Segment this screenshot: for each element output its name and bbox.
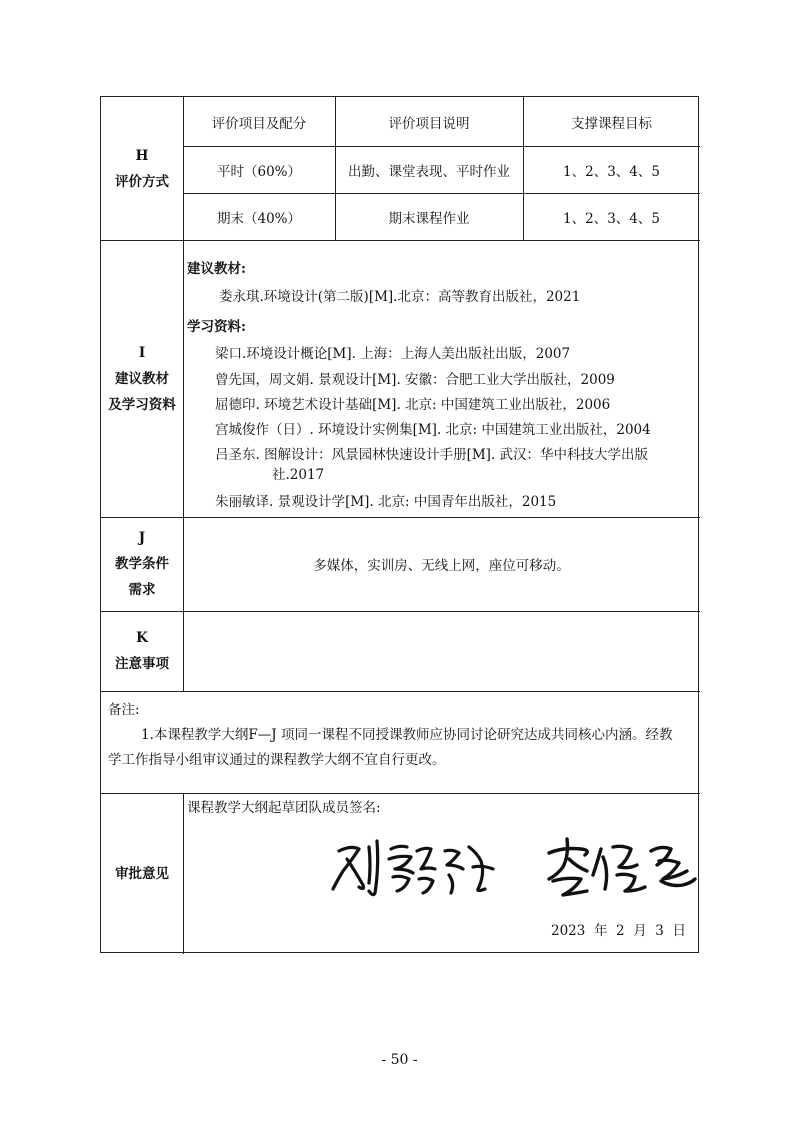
textbook-heading: 建议教材: bbox=[187, 261, 246, 277]
material-item: 朱丽敏译. 景观设计学[M]. 北京: 中国青年出版社，2015 bbox=[215, 494, 557, 510]
material-item-continued: 社.2017 bbox=[272, 467, 325, 483]
section-j-content: 多媒体，实训房、无线上网，座位可移动。 bbox=[313, 558, 570, 574]
row-2-desc: 期末课程作业 bbox=[388, 210, 470, 227]
sign-label: 课程教学大纲起草团队成员签名: bbox=[187, 800, 381, 816]
material-item: 吕圣东. 图解设计：风景园林快速设计手册[M]. 武汉：华中科技大学出版 bbox=[215, 447, 649, 463]
section-h-title: 评价方式 bbox=[115, 173, 169, 190]
materials-heading: 学习资料: bbox=[187, 319, 246, 335]
approval-label: 审批意见 bbox=[115, 865, 169, 882]
section-j-label bbox=[101, 517, 183, 611]
section-k-title: 注意事项 bbox=[115, 656, 169, 672]
page-number: - 50 - bbox=[381, 1052, 418, 1068]
material-item: 梁口.环境设计概论[M]. 上海：上海人美出版社出版，2007 bbox=[215, 346, 571, 362]
row-1-item: 平时（60%） bbox=[216, 163, 301, 180]
header-item: 评价项目及配分 bbox=[211, 115, 307, 132]
row-2-item: 期末（40%） bbox=[216, 210, 301, 227]
column-divider bbox=[183, 793, 184, 954]
row-1-goals: 1、2、3、4、5 bbox=[563, 163, 660, 180]
row-divider bbox=[101, 793, 700, 794]
signature-2 bbox=[541, 831, 701, 901]
section-j-letter: J bbox=[138, 530, 146, 546]
row-divider bbox=[101, 691, 700, 692]
section-k-content bbox=[183, 611, 700, 691]
row-1-desc: 出勤、课堂表现、平时作业 bbox=[348, 163, 510, 180]
header-goals: 支撑课程目标 bbox=[571, 115, 652, 132]
section-j-title-2: 需求 bbox=[128, 582, 156, 598]
material-item: 屈德印. 环境艺术设计基础[M]. 北京: 中国建筑工业出版社，2006 bbox=[215, 397, 611, 413]
header-desc: 评价项目说明 bbox=[388, 115, 470, 132]
remarks-heading: 备注: bbox=[108, 702, 140, 718]
section-h-letter: H bbox=[135, 147, 149, 164]
signature-1 bbox=[329, 831, 499, 901]
section-i-label bbox=[101, 240, 183, 517]
remarks-line-1: 1.本课程教学大纲F—J 项同一课程不同授课教师应协同讨论研究达成共同核心内涵。经教 bbox=[141, 727, 673, 743]
section-k-letter: K bbox=[136, 630, 148, 646]
textbook-entry: 娄永琪.环境设计(第二版)[M].北京：高等教育出版社，2021 bbox=[219, 289, 581, 305]
course-outline-table bbox=[100, 96, 699, 953]
section-k-label bbox=[101, 611, 183, 691]
material-item: 宫城俊作（日）. 环境设计实例集[M]. 北京: 中国建筑工业出版社，2004 bbox=[215, 422, 651, 438]
row-divider bbox=[101, 240, 700, 241]
section-j-title-1: 教学条件 bbox=[115, 556, 169, 572]
remarks-line-2: 学工作指导小组审议通过的课程教学大纲不宜自行更改。 bbox=[108, 752, 446, 768]
approval-date: 2023 年 2 月 3 日 bbox=[551, 923, 686, 939]
material-item: 曾先国，周文娟. 景观设计[M]. 安徽：合肥工业大学出版社，2009 bbox=[215, 372, 615, 388]
section-i-letter: I bbox=[138, 344, 146, 361]
section-i-title-2: 及学习资料 bbox=[108, 396, 176, 413]
row-2-goals: 1、2、3、4、5 bbox=[563, 210, 660, 227]
section-i-title-1: 建议教材 bbox=[115, 370, 169, 387]
section-h-label bbox=[101, 97, 183, 240]
